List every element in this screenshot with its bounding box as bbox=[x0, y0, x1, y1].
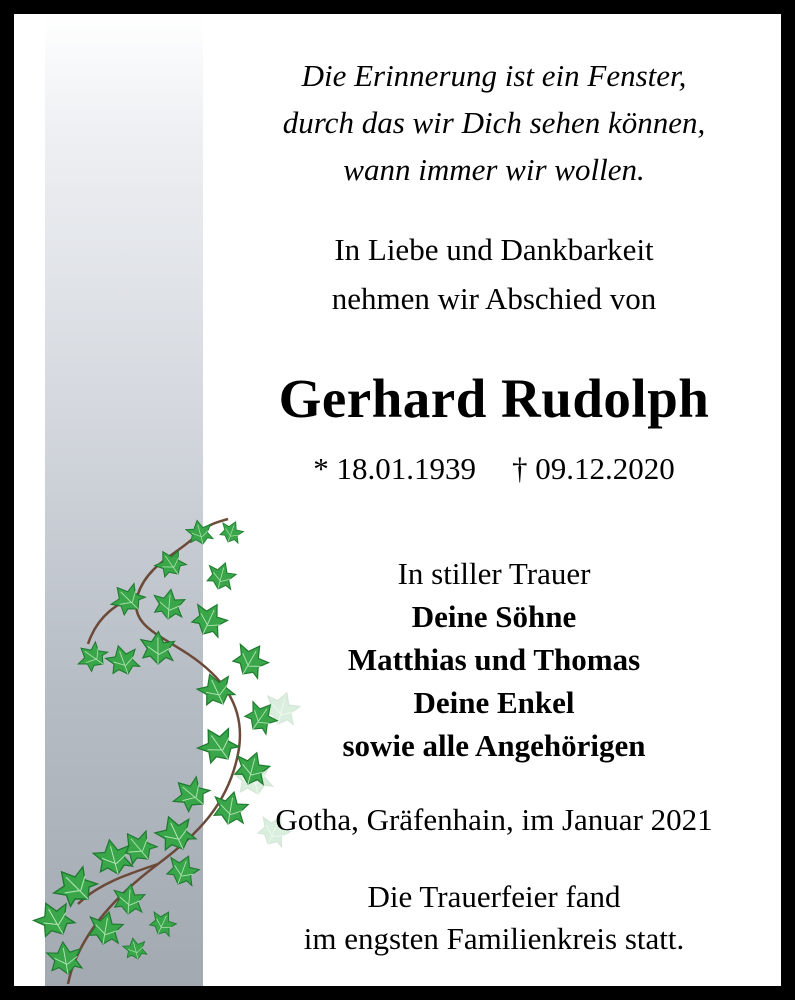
intro-line: In Liebe und Dankbarkeit bbox=[334, 232, 654, 267]
place-and-date: Gotha, Gräfenhain, im Januar 2021 bbox=[275, 802, 713, 837]
life-dates bbox=[229, 447, 759, 491]
mourner-line: sowie alle Angehörigen bbox=[342, 728, 646, 763]
funeral-note bbox=[229, 876, 759, 960]
mourner-line: Deine Söhne bbox=[411, 599, 577, 634]
funeral-line: im engsten Familienkreis statt. bbox=[303, 921, 685, 956]
mourning-heading: In stiller Trauer bbox=[397, 556, 591, 591]
deceased-name: Gerhard Rudolph bbox=[278, 368, 710, 429]
farewell-intro bbox=[229, 225, 759, 323]
quote-line: durch das wir Dich sehen können, bbox=[282, 105, 706, 140]
mourners-list bbox=[229, 595, 759, 767]
funeral-line: Die Trauerfeier fand bbox=[367, 879, 621, 914]
obituary-card bbox=[14, 14, 781, 986]
quote-line: Die Erinnerung ist ein Fenster, bbox=[301, 58, 687, 93]
birth-date: * 18.01.1939 bbox=[313, 451, 476, 486]
memorial-quote bbox=[229, 52, 759, 193]
mourner-line: Matthias und Thomas bbox=[347, 642, 641, 677]
death-date: † 09.12.2020 bbox=[512, 451, 675, 486]
intro-line: nehmen wir Abschied von bbox=[331, 281, 657, 316]
mourner-line: Deine Enkel bbox=[413, 685, 575, 720]
quote-line: wann immer wir wollen. bbox=[343, 152, 645, 187]
